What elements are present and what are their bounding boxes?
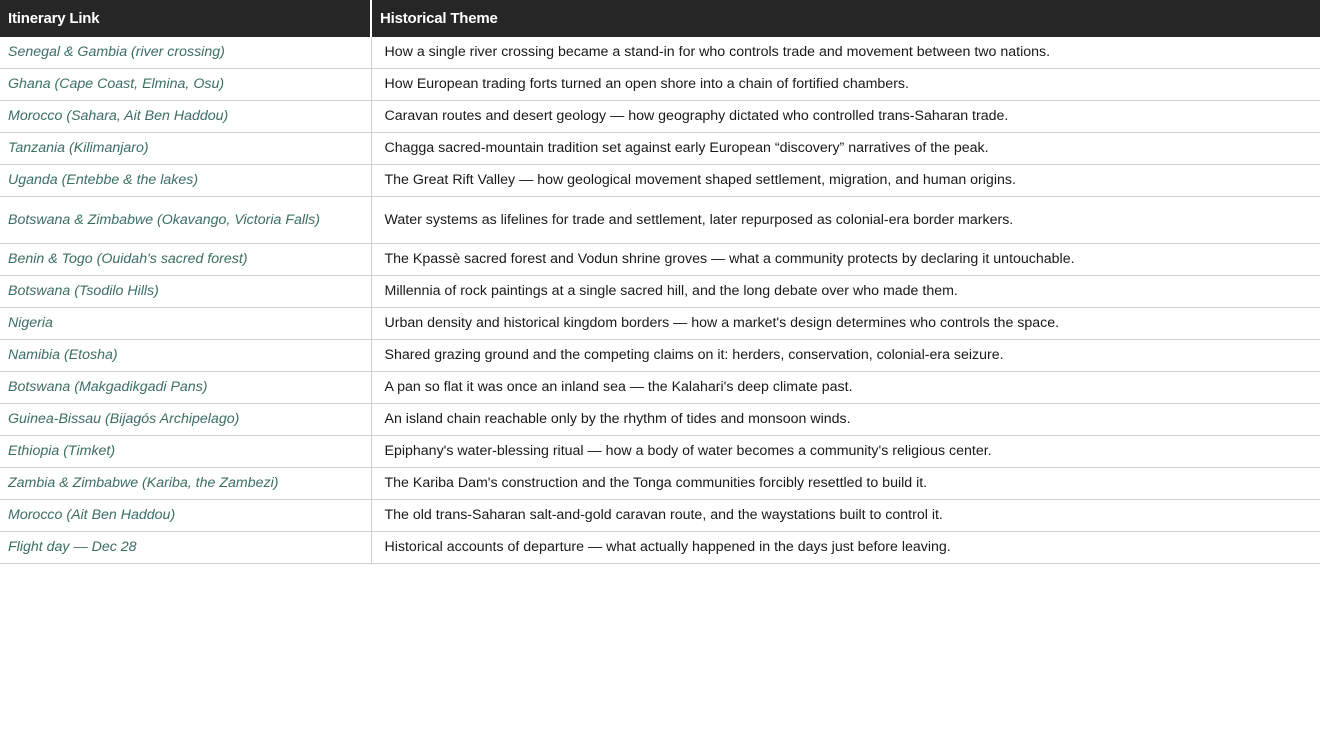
historical-theme-cell[interactable]: Shared grazing ground and the competing claims on it: herders, conservation, colonial-era seizure. xyxy=(371,340,1320,372)
itinerary-link-cell[interactable]: Morocco (Ait Ben Haddou) xyxy=(0,500,371,532)
table-row xyxy=(0,276,1320,308)
table-row xyxy=(0,436,1320,468)
itinerary-link-cell[interactable]: Guinea-Bissau (Bijagós Archipelago) xyxy=(0,404,371,436)
table-row xyxy=(0,165,1320,197)
column-header-historical-theme[interactable]: Historical Theme xyxy=(371,0,1320,37)
itinerary-link-cell[interactable]: Ghana (Cape Coast, Elmina, Osu) xyxy=(0,69,371,101)
historical-theme-cell[interactable]: The Kariba Dam's construction and the Tonga communities forcibly resettled to build it. xyxy=(371,468,1320,500)
itinerary-link-cell[interactable]: Flight day — Dec 28 xyxy=(0,532,371,564)
table-row xyxy=(0,101,1320,133)
table-row xyxy=(0,69,1320,101)
table-row xyxy=(0,532,1320,564)
column-header-itinerary-link[interactable]: Itinerary Link xyxy=(0,0,371,37)
historical-theme-cell[interactable]: The old trans-Saharan salt-and-gold caravan route, and the waystations built to control it. xyxy=(371,500,1320,532)
historical-theme-cell[interactable]: Urban density and historical kingdom borders — how a market's design determines who controls the space. xyxy=(371,308,1320,340)
itinerary-link-cell[interactable]: Benin & Togo (Ouidah's sacred forest) xyxy=(0,244,371,276)
historical-theme-cell[interactable]: How European trading forts turned an open shore into a chain of fortified chambers. xyxy=(371,69,1320,101)
historical-theme-cell[interactable]: Chagga sacred-mountain tradition set against early European “discovery” narratives of the peak. xyxy=(371,133,1320,165)
historical-theme-cell[interactable]: A pan so flat it was once an inland sea — the Kalahari's deep climate past. xyxy=(371,372,1320,404)
table-row xyxy=(0,404,1320,436)
historical-theme-cell[interactable]: The Kpassè sacred forest and Vodun shrine groves — what a community protects by declaring it untouchable. xyxy=(371,244,1320,276)
table-row xyxy=(0,372,1320,404)
table-row xyxy=(0,500,1320,532)
table-row xyxy=(0,308,1320,340)
table-row xyxy=(0,244,1320,276)
historical-theme-cell[interactable]: Historical accounts of departure — what actually happened in the days just before leaving. xyxy=(371,532,1320,564)
itinerary-link-cell[interactable]: Tanzania (Kilimanjaro) xyxy=(0,133,371,165)
table-row xyxy=(0,468,1320,500)
itinerary-link-cell[interactable]: Ethiopia (Timket) xyxy=(0,436,371,468)
itinerary-link-cell[interactable]: Zambia & Zimbabwe (Kariba, the Zambezi) xyxy=(0,468,371,500)
table-row xyxy=(0,133,1320,165)
itinerary-link-cell[interactable]: Botswana (Makgadikgadi Pans) xyxy=(0,372,371,404)
table-row xyxy=(0,37,1320,69)
itinerary-link-cell[interactable]: Senegal & Gambia (river crossing) xyxy=(0,37,371,69)
itinerary-link-cell[interactable]: Namibia (Etosha) xyxy=(0,340,371,372)
historical-theme-cell[interactable]: Water systems as lifelines for trade and settlement, later repurposed as colonial-era border markers. xyxy=(371,197,1320,244)
historical-theme-cell[interactable]: Caravan routes and desert geology — how geography dictated who controlled trans-Saharan trade. xyxy=(371,101,1320,133)
itinerary-link-cell[interactable]: Botswana & Zimbabwe (Okavango, Victoria Falls) xyxy=(0,197,371,244)
historical-theme-cell[interactable]: Epiphany's water-blessing ritual — how a body of water becomes a community's religious center. xyxy=(371,436,1320,468)
historical-theme-cell[interactable]: The Great Rift Valley — how geological movement shaped settlement, migration, and human origins. xyxy=(371,165,1320,197)
itinerary-link-cell[interactable]: Botswana (Tsodilo Hills) xyxy=(0,276,371,308)
itinerary-link-cell[interactable]: Nigeria xyxy=(0,308,371,340)
itinerary-link-cell[interactable]: Morocco (Sahara, Ait Ben Haddou) xyxy=(0,101,371,133)
historical-theme-cell[interactable]: How a single river crossing became a stand-in for who controls trade and movement between two nations. xyxy=(371,37,1320,69)
table-row xyxy=(0,340,1320,372)
table-row xyxy=(0,197,1320,244)
historical-theme-cell[interactable]: Millennia of rock paintings at a single sacred hill, and the long debate over who made them. xyxy=(371,276,1320,308)
header-row xyxy=(0,0,1320,37)
historical-theme-cell[interactable]: An island chain reachable only by the rhythm of tides and monsoon winds. xyxy=(371,404,1320,436)
itinerary-link-cell[interactable]: Uganda (Entebbe & the lakes) xyxy=(0,165,371,197)
